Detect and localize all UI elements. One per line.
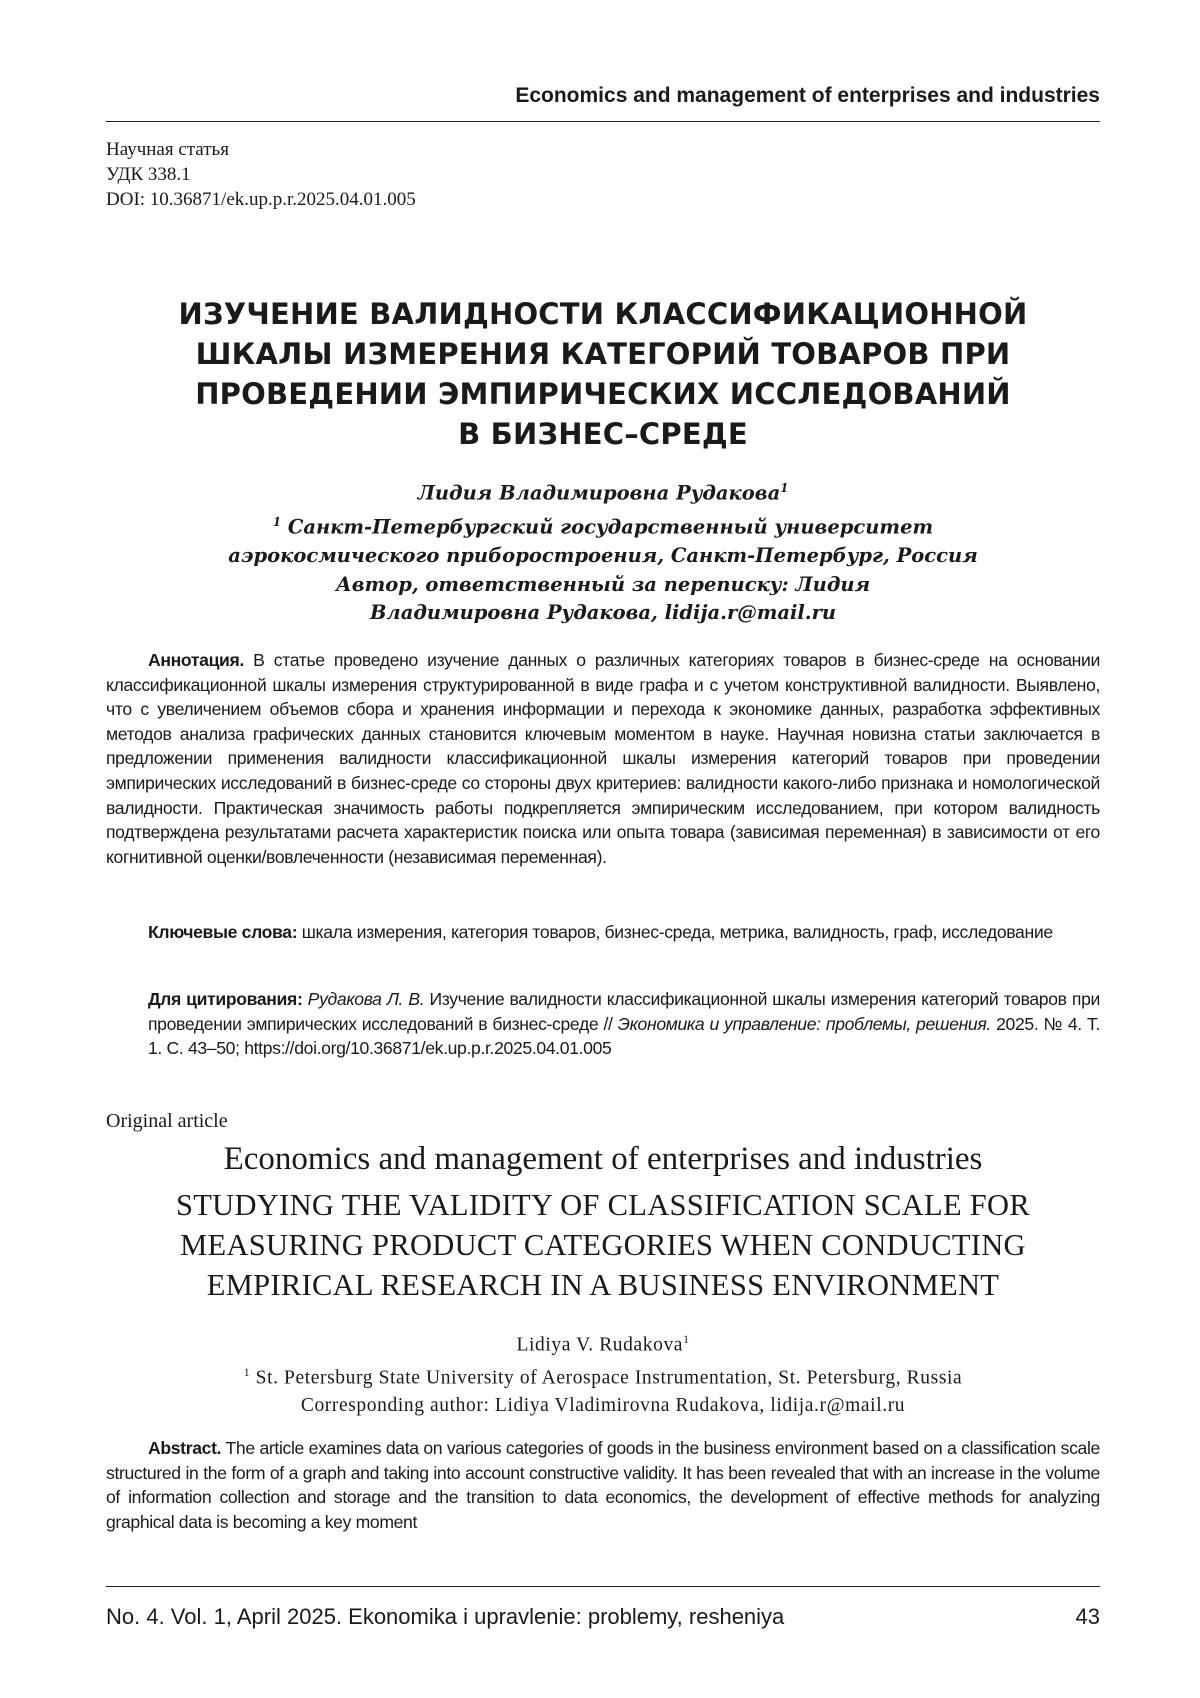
- en-rubric: Economics and management of enterprises and industries: [106, 1138, 1100, 1180]
- en-title-line: EMPIRICAL RESEARCH IN A BUSINESS ENVIRONMENT: [106, 1265, 1100, 1305]
- en-title-line: MEASURING PRODUCT CATEGORIES WHEN CONDUCTING: [106, 1225, 1100, 1265]
- en-abstract: Abstract. The article examines data on various categories of goods in the business environment based on a classification scale structured in the form of a graph and taking into account constructive validity. It has been revealed that with an increase in the volume of information collection and storage and the transition to data economics, the development of effective methods for analyzing graphical data is becoming a key moment: [106, 1436, 1100, 1534]
- page-number: 43: [1076, 1604, 1100, 1630]
- footer-rule: [106, 1586, 1100, 1587]
- ru-affiliation-cont: аэрокосмического приборостроения, Санкт-Петербург, Россия: [106, 542, 1100, 571]
- article-meta: [106, 137, 416, 212]
- en-title: [106, 1185, 1100, 1305]
- ru-title-line: ИЗУЧЕНИЕ ВАЛИДНОСТИ КЛАССИФИКАЦИОННОЙ: [106, 294, 1100, 334]
- ru-corresponding-cont: Владимировна Рудакова, lidija.r@mail.ru: [106, 599, 1100, 628]
- ru-abstract: Аннотация. В статье проведено изучение данных о различных категориях товаров в бизнес-среде на основании классификационной шкалы измерения структурированной в виде графа и с учетом конструктивной валидности. Выявлено, что с увеличением объемов сбора и хранения информации и перехода к экономике данных, разработка эффективных методов анализа графических данных становится ключевым моментом в науке. Научная новизна статьи заключается в предложении применения валидности классификационной шкалы измерения категорий товаров при проведении эмпирических исследований в бизнес-среде со стороны двух критериев: валидности какого-либо признака и номологической валидности. Практическая значимость работы подкрепляется эмпирическим исследованием, при котором валидность подтверждена результатами расчета характеристик поиска или опыта товара (зависимая переменная) в зависимости от его когнитивной оценки/вовлеченности (независимая переменная).: [106, 648, 1100, 869]
- page-footer: [106, 1604, 1100, 1630]
- en-affiliation: 1 St. Petersburg State University of Aerospace Instrumentation, St. Petersburg, Russia: [106, 1359, 1100, 1392]
- en-author-block: [106, 1326, 1100, 1420]
- ru-corresponding: Автор, ответственный за переписку: Лидия: [106, 571, 1100, 600]
- ru-citation: Для цитирования: Рудакова Л. В. Изучение валидности классификационной шкалы измерения категорий товаров при проведении эмпирических исследований в бизнес-среде // Экономика и управление: проблемы, решения. 2025. № 4. Т. 1. С. 43–50; https://doi.org/10.36871/ek.up.p.r.2025.04.01.005: [148, 987, 1100, 1061]
- udc: УДК 338.1: [106, 162, 416, 187]
- ru-title-line: ПРОВЕДЕНИИ ЭМПИРИЧЕСКИХ ИССЛЕДОВАНИЙ: [106, 374, 1100, 414]
- ru-keywords: Ключевые слова: шкала измерения, категория товаров, бизнес-среда, метрика, валидность, граф, исследование: [106, 920, 1100, 945]
- en-article-type: Original article: [106, 1110, 228, 1133]
- ru-title: [106, 294, 1100, 454]
- en-title-line: STUDYING THE VALIDITY OF CLASSIFICATION SCALE FOR: [106, 1185, 1100, 1225]
- footer-journal: No. 4. Vol. 1, April 2025. Ekonomika i upravlenie: problemy, resheniya: [106, 1604, 784, 1630]
- ru-author-block: [106, 474, 1100, 628]
- ru-title-line: В БИЗНЕС–СРЕДЕ: [106, 414, 1100, 454]
- doi: DOI: 10.36871/ek.up.p.r.2025.04.01.005: [106, 187, 416, 212]
- citation-doi-link[interactable]: 2025. № 4. Т. 1. С. 43–50; https://doi.org/10.36871/ek.up.p.r.2025.04.01.005: [148, 1014, 1100, 1059]
- header-rule: [106, 121, 1100, 122]
- article-type: Научная статья: [106, 137, 416, 162]
- en-corresponding: Corresponding author: Lidiya Vladimirovna Rudakova, lidija.r@mail.ru: [106, 1392, 1100, 1420]
- ru-title-line: ШКАЛЫ ИЗМЕРЕНИЯ КАТЕГОРИЙ ТОВАРОВ ПРИ: [106, 334, 1100, 374]
- ru-author: Лидия Владимировна Рудакова1: [106, 474, 1100, 508]
- running-header: Economics and management of enterprises and industries: [106, 84, 1100, 108]
- en-author: Lidiya V. Rudakova1: [106, 1326, 1100, 1359]
- ru-affiliation: 1 Санкт-Петербургский государственный университет: [106, 508, 1100, 542]
